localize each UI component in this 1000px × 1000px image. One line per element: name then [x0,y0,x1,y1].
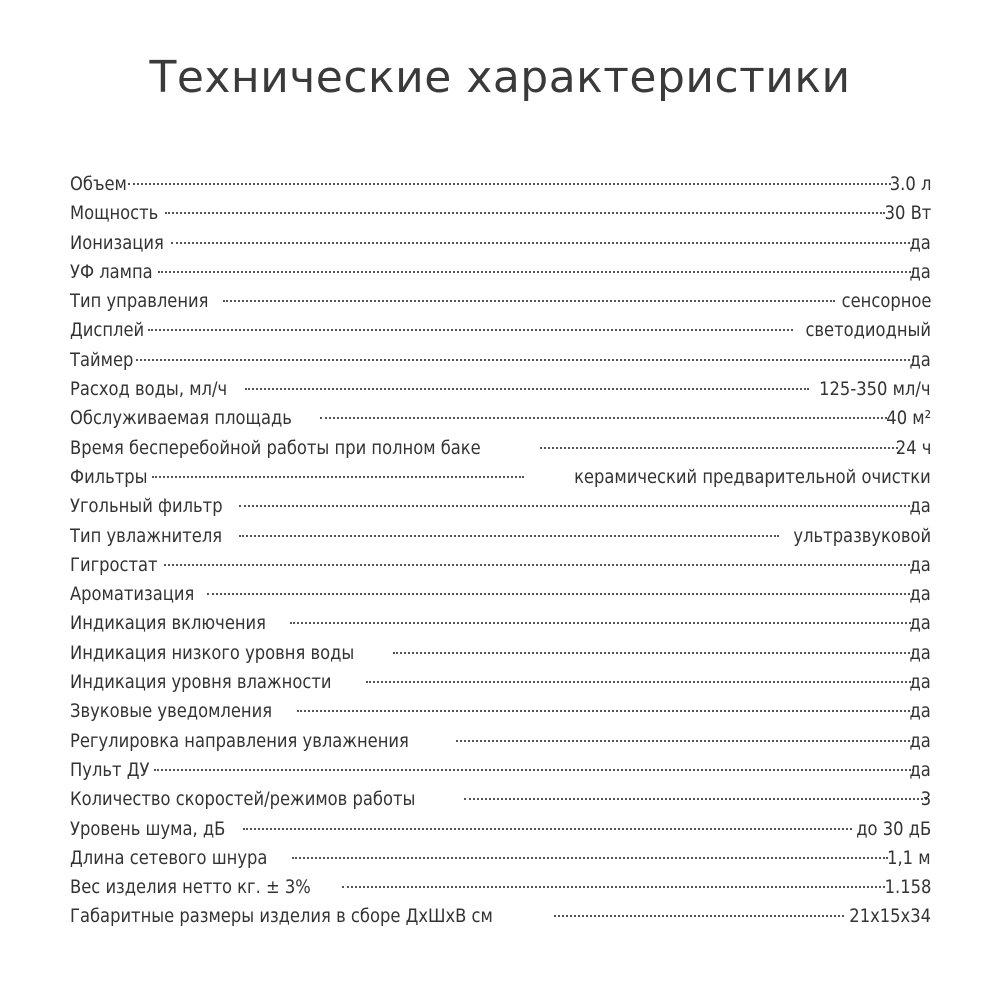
dot-leader [164,564,914,566]
spec-value: 3.0 л [889,173,931,195]
spec-label: Таймер [70,348,134,371]
dot-leader [393,652,915,654]
spec-label: Вес изделия нетто кг. ± 3% [70,876,311,899]
dot-leader [540,447,898,449]
spec-value: сенсорное [841,290,931,313]
spec-label: УФ лампа [70,260,153,283]
spec-value: да [909,583,931,606]
spec-label: Уровень шума, дБ [70,817,226,840]
spec-row [70,404,931,433]
spec-value: до 30 дБ [856,817,931,840]
spec-row [70,316,931,345]
spec-row [70,170,931,199]
spec-label: Индикация низкого уровня воды [70,641,355,664]
dot-leader [148,329,793,331]
spec-row [70,727,931,756]
dot-leader [245,388,810,390]
spec-label: Расход воды, мл/ч [70,378,228,401]
dot-leader [128,183,890,185]
spec-value: да [909,641,931,664]
dot-leader [239,505,914,507]
dot-leader [342,886,885,888]
dot-leader [171,242,914,244]
dot-leader [292,857,889,859]
spec-label: Угольный фильтр [70,495,223,518]
spec-value: 24 ч [895,436,931,459]
spec-label: Тип управления [70,290,209,313]
dot-leader [297,710,914,712]
spec-value: да [909,671,931,694]
dot-leader [290,622,914,624]
spec-list [70,170,931,932]
spec-value: да [909,553,931,576]
spec-value: да [909,348,931,371]
page-title: Технические характеристики [149,52,851,103]
spec-value: да [909,495,931,518]
spec-row [70,815,931,844]
spec-value: 125-350 мл/ч [819,378,931,401]
spec-label: Фильтры [70,465,148,488]
spec-row [70,785,931,814]
spec-value: 3 [920,788,931,811]
spec-value: да [909,612,931,635]
dot-leader [464,798,927,800]
dot-leader [243,828,852,830]
spec-label: Время бесперебойной работы при полном баке [70,436,481,459]
spec-label: Обслуживаемая площадь [70,407,292,430]
spec-row [70,522,931,551]
dot-leader [239,535,779,537]
spec-label: Звуковые уведомления [70,700,273,723]
dot-leader [152,476,524,478]
spec-row [70,580,931,609]
spec-value: да [909,231,931,254]
dot-leader [554,915,844,917]
spec-row [70,229,931,258]
spec-row [70,463,931,492]
spec-row [70,844,931,873]
spec-label: Индикация включения [70,612,267,635]
spec-row [70,375,931,404]
spec-value: 21х15х34 [849,905,931,928]
spec-row [70,609,931,638]
spec-row [70,551,931,580]
spec-row [70,258,931,287]
spec-row [70,902,931,931]
dot-leader [165,212,885,214]
spec-value: 30 Вт [884,202,931,225]
spec-row [70,199,931,228]
spec-label: Тип увлажнителя [70,524,223,547]
spec-label: Ароматизация [70,583,195,606]
spec-value: светодиодный [805,319,931,342]
spec-row [70,639,931,668]
spec-label: Длина сетевого шнура [70,846,268,869]
spec-value: 1.158 [884,876,931,899]
spec-label: Дисплей [70,319,145,342]
spec-label: Индикация уровня влажности [70,671,332,694]
spec-row [70,492,931,521]
spec-value: ультразвуковой [793,524,931,547]
spec-row [70,697,931,726]
spec-label: Регулировка направления увлажнения [70,729,409,752]
spec-value: да [909,700,931,723]
spec-row [70,434,931,463]
dot-leader [456,740,914,742]
spec-row [70,756,931,785]
spec-label: Объем [70,173,127,195]
spec-row [70,873,931,902]
spec-label: Габаритные размеры изделия в сборе ДхШхВ см [70,905,493,928]
spec-row [70,287,931,316]
spec-row [70,668,931,697]
spec-value: да [909,260,931,283]
spec-label: Ионизация [70,231,164,254]
spec-label: Мощность [70,202,159,225]
dot-leader [366,681,914,683]
dot-leader [207,593,915,595]
spec-value: да [909,729,931,752]
spec-label: Пульт ДУ [70,758,150,781]
spec-label: Количество скоростей/режимов работы [70,788,416,811]
spec-value: да [909,758,931,781]
spec-row [70,346,931,375]
dot-leader [154,769,914,771]
dot-leader [223,300,835,302]
spec-value: 40 м² [886,407,931,430]
dot-leader [136,359,915,361]
spec-label: Гигростат [70,553,158,576]
spec-value: керамический предварительной очистки [574,465,931,488]
dot-leader [320,417,887,419]
spec-value: 1,1 м [887,846,931,869]
dot-leader [158,271,914,273]
